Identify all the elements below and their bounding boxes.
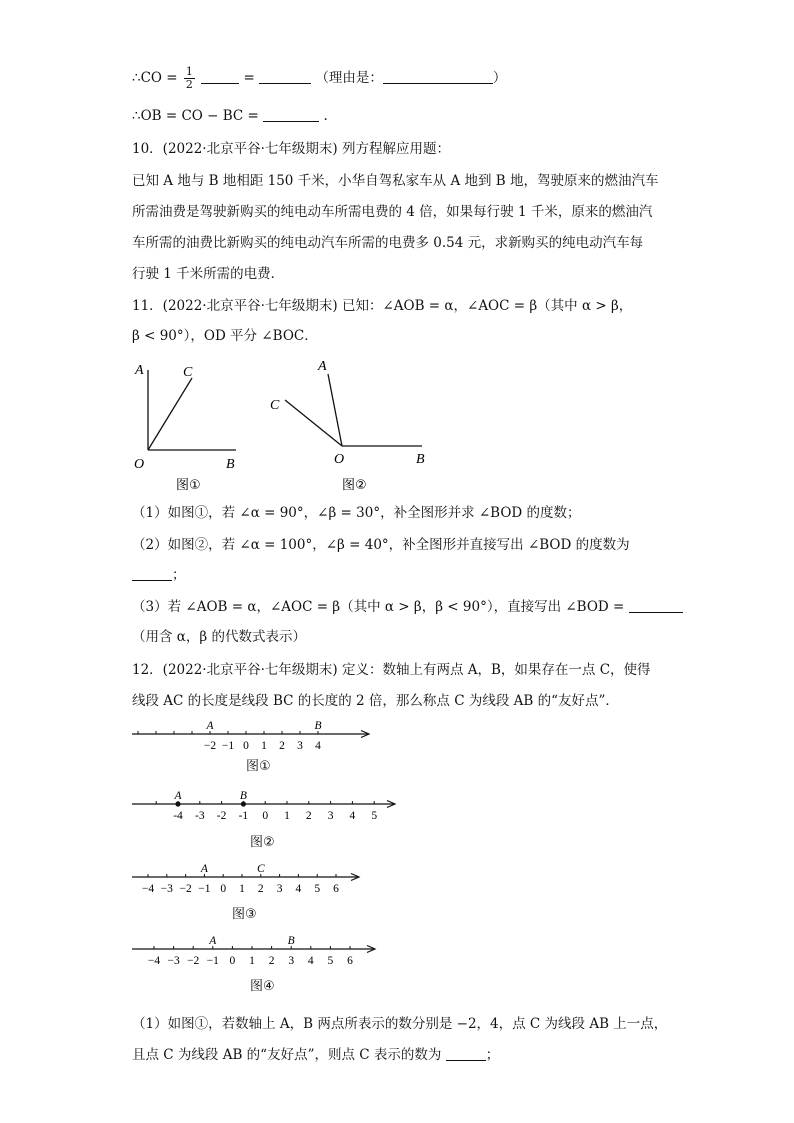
q11-part2-end: ；: [172, 567, 186, 583]
axis-tick-label: 2: [257, 883, 264, 895]
axis-tick-label: −4: [141, 883, 155, 895]
axis-tick-label: 1: [249, 955, 255, 967]
axis-tick-label: 1: [261, 740, 267, 752]
axis-tick-label: 4: [349, 810, 356, 822]
q11-part2-answer: [132, 566, 186, 584]
axis-tick-label: 4: [307, 955, 314, 967]
q11-part3: [132, 598, 683, 616]
number-line-2: [130, 788, 400, 828]
axis-tick-label: −3: [167, 955, 180, 967]
frac-den: 2: [185, 78, 193, 91]
fig1-label-c: C: [183, 365, 193, 380]
axis4-caption: 图④: [250, 979, 275, 994]
axis-tick-label: 3: [297, 740, 303, 752]
q11-part1: （1）如图①，若 ∠α = 90°，∠β = 30°，补全图形并求 ∠BOD 的度数；: [132, 505, 581, 521]
axis-tick-label: −1: [198, 883, 211, 895]
fig2-label-a: A: [318, 359, 327, 374]
q10-line-4: 行驶 1 千米所需的电费．: [132, 266, 285, 282]
q11-head2: β < 90°），OD 平分 ∠BOC．: [132, 328, 318, 344]
axis-tick-label: −2: [203, 740, 217, 752]
axis-tick-label: 6: [333, 883, 339, 895]
axis-tick-label: -2: [216, 810, 227, 822]
axis-tick-label: 4: [315, 740, 321, 752]
q11-part3-text: （3）若 ∠AOB = α，∠AOC = β（其中 α > β，β < 90°），直接写出 ∠BOD =: [132, 599, 625, 615]
axis-tick-label: −1: [221, 740, 235, 752]
axis1-caption: 图①: [246, 759, 271, 774]
axis-tick-label: 3: [327, 810, 334, 822]
number-line-1: [130, 718, 380, 758]
point-label: A: [209, 935, 217, 947]
fig2-caption: 图②: [342, 478, 367, 493]
fig1-label-b: B: [226, 457, 235, 472]
blank-co-1[interactable]: [201, 69, 239, 84]
axis-tick-label: −2: [179, 883, 192, 895]
axis-tick-label: 3: [276, 883, 283, 895]
q11-part3-note: （用含 α，β 的代数式表示）: [132, 629, 307, 645]
point-label: B: [314, 720, 322, 732]
point-label: B: [239, 790, 247, 802]
number-line-3: [130, 861, 370, 901]
fig2-label-o: O: [334, 452, 345, 467]
q12-part1b-text: 且点 C 为线段 AB 的“友好点”，则点 C 表示的数为: [132, 1047, 442, 1063]
axis-tick-label: 2: [305, 810, 312, 822]
figure-1: [134, 363, 236, 493]
blank-ob[interactable]: [263, 107, 319, 122]
ob-text: ∴OB = CO − BC =: [132, 108, 259, 124]
point-label: C: [256, 863, 265, 875]
axis-tick-label: 2: [268, 955, 275, 967]
axis3-caption: 图③: [232, 907, 257, 922]
axis-tick-label: −1: [206, 955, 219, 967]
figure-2: [270, 359, 425, 493]
q12-part1: （1）如图①，若数轴上 A，B 两点所表示的数分别是 −2，4，点 C 为线段 AB 上一点，: [132, 1016, 668, 1032]
axis-tick-label: −2: [187, 955, 200, 967]
axis-tick-label: 5: [327, 955, 334, 967]
fig1-label-o: O: [134, 457, 145, 472]
co-prefix: ∴CO =: [132, 70, 178, 86]
point-label: A: [200, 863, 208, 875]
axis-tick-label: −3: [160, 883, 173, 895]
point-dot: [175, 801, 180, 806]
axis2-caption: 图②: [250, 835, 275, 850]
fig2-label-b: B: [416, 452, 425, 467]
q10-line-3: 车所需的油费比新购买的纯电动汽车所需的电费多 0.54 元，求新购买的纯电动汽车每: [132, 235, 644, 251]
fig2-label-c: C: [270, 398, 280, 413]
axis-tick-label: 6: [347, 955, 353, 967]
q11-head: 11．(2022·北京平谷·七年级期末) 已知：∠AOB = α，∠AOC = β（其中 α > β，: [132, 298, 633, 314]
ob-end: .: [323, 108, 328, 124]
axis-tick-label: 1: [284, 810, 290, 822]
axis-tick-label: 5: [314, 883, 321, 895]
q12-head2: 线段 AC 的长度是线段 BC 的长度的 2 倍，那么称点 C 为线段 AB 的“友好点”．: [132, 693, 619, 709]
q10-head: 10．(2022·北京平谷·七年级期末) 列方程解应用题：: [132, 141, 450, 157]
axis-tick-label: -1: [238, 810, 249, 822]
q12-head: 12．(2022·北京平谷·七年级期末) 定义：数轴上有两点 A，B，如果存在一点 C，使得: [132, 662, 651, 678]
q11-part2: （2）如图②，若 ∠α = 100°，∠β = 40°，补全图形并直接写出 ∠BOD 的度数为: [132, 537, 630, 553]
fig1-label-a: A: [135, 363, 144, 378]
axis-tick-label: −4: [147, 955, 161, 967]
axis-tick-label: 0: [220, 883, 227, 895]
co-reason-close: ）: [492, 70, 507, 86]
point-label: A: [174, 790, 182, 802]
axis-tick-label: 0: [243, 740, 249, 752]
axis-tick-label: -3: [195, 810, 205, 822]
blank-q11-2[interactable]: [132, 566, 172, 581]
blank-q12-1[interactable]: [446, 1046, 486, 1061]
blank-reason[interactable]: [383, 69, 493, 84]
point-label: B: [287, 935, 295, 947]
q10-line-2: 所需油费是驾驶新购买的纯电动车所需电费的 4 倍，如果每行驶 1 千米，原来的燃油汽: [132, 204, 653, 220]
number-line-4: [130, 933, 380, 973]
axis-tick-label: 5: [371, 810, 378, 822]
co-eq: =: [243, 70, 255, 86]
point-label: A: [206, 720, 214, 732]
q12-part1b-end: ；: [485, 1047, 500, 1063]
axis-tick-label: -4: [173, 810, 183, 822]
axis-tick-label: 0: [229, 955, 236, 967]
blank-q11-3[interactable]: [629, 598, 683, 613]
line-ob: [132, 107, 328, 125]
q10-line-1: 已知 A 地与 B 地相距 150 千米，小华自驾私家车从 A 地到 B 地，驾驶原来的燃油汽车: [132, 173, 659, 189]
blank-co-2[interactable]: [259, 69, 311, 84]
q11-figures: [120, 352, 450, 497]
axis-tick-label: 0: [262, 810, 269, 822]
fraction-half: [184, 66, 195, 91]
line-co: [132, 66, 506, 91]
point-dot: [241, 801, 246, 806]
axis-tick-label: 2: [279, 740, 285, 752]
q12-part1b: [132, 1046, 499, 1064]
axis-tick-label: 4: [295, 883, 302, 895]
axis-tick-label: 3: [288, 955, 295, 967]
axis-tick-label: 1: [239, 883, 245, 895]
frac-num: 1: [185, 65, 193, 78]
co-reason: （理由是：: [315, 70, 383, 86]
fig1-caption: 图①: [176, 478, 201, 493]
